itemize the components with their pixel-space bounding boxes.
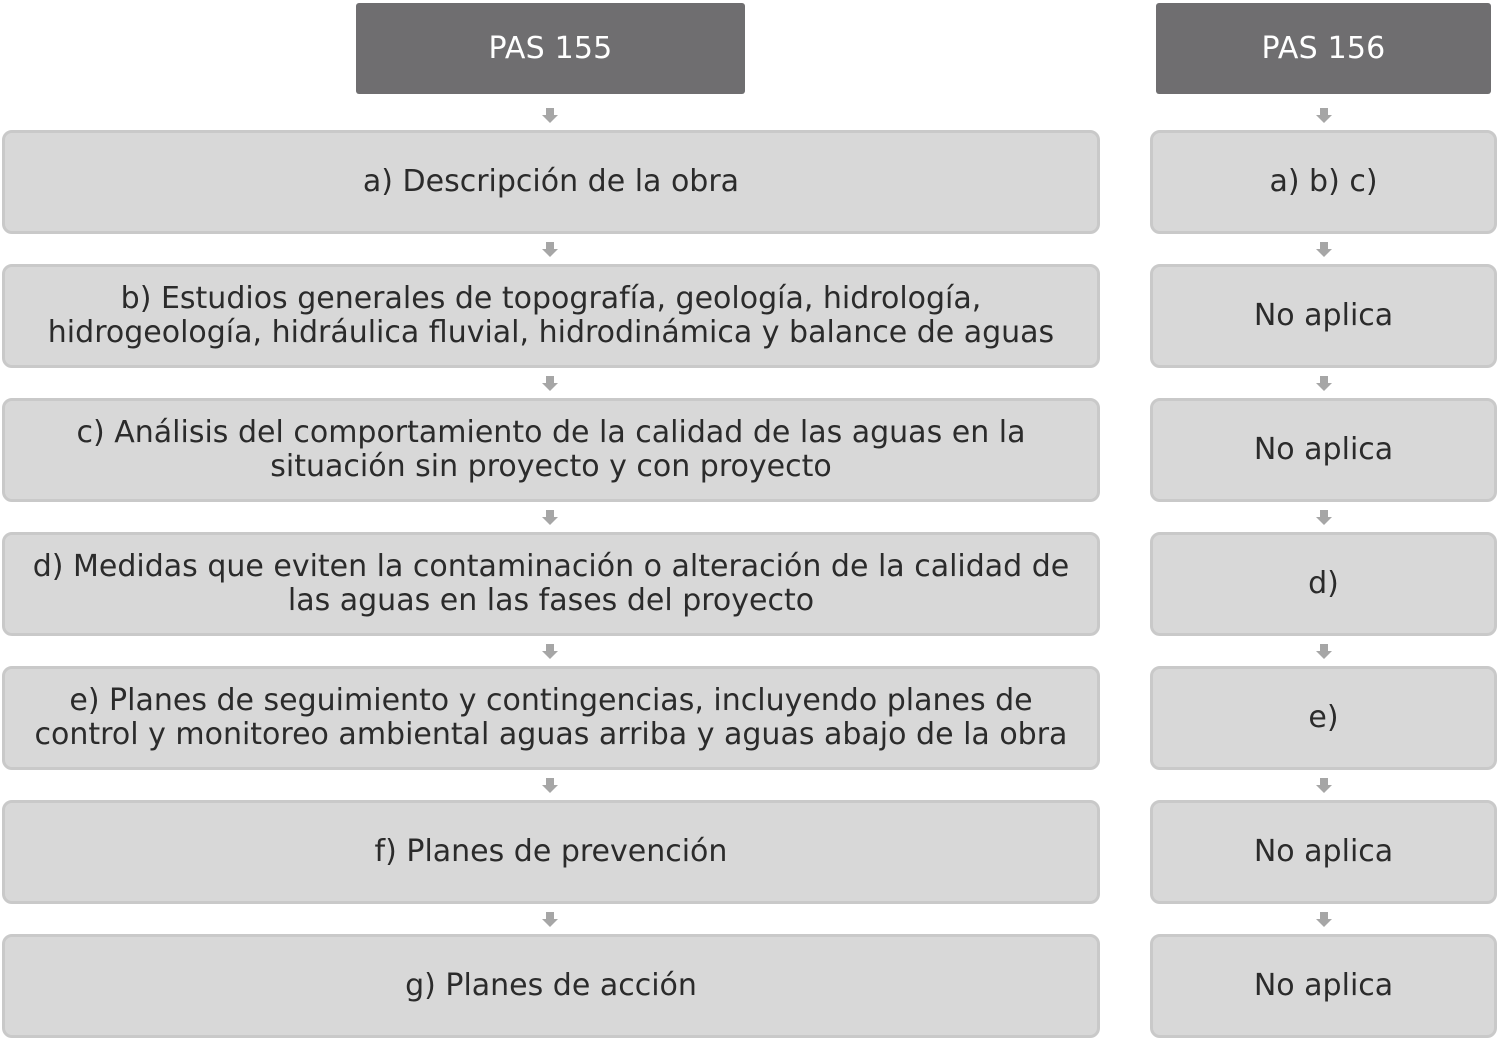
pas155-item-f: f) Planes de prevención	[2, 800, 1100, 904]
arrow-down-icon	[1316, 778, 1332, 794]
arrow-down-icon	[542, 242, 558, 258]
arrow-down-icon	[1316, 242, 1332, 258]
pas156-item-g: No aplica	[1150, 934, 1497, 1038]
header-pas-155: PAS 155	[356, 3, 745, 94]
pas156-item-f: No aplica	[1150, 800, 1497, 904]
arrow-down-icon	[542, 108, 558, 124]
pas156-item-d: d)	[1150, 532, 1497, 636]
arrow-down-icon	[542, 376, 558, 392]
pas155-item-e: e) Planes de seguimiento y contingencias, incluyendo planes de control y monitoreo ambiental aguas arriba y aguas abajo de la obra	[2, 666, 1100, 770]
arrow-down-icon	[1316, 376, 1332, 392]
pas155-item-c: c) Análisis del comportamiento de la calidad de las aguas en la situación sin proyecto y con proyecto	[2, 398, 1100, 502]
header-pas-156: PAS 156	[1156, 3, 1491, 94]
arrow-down-icon	[542, 912, 558, 928]
arrow-down-icon	[542, 644, 558, 660]
pas156-item-b: No aplica	[1150, 264, 1497, 368]
pas156-item-a: a) b) c)	[1150, 130, 1497, 234]
arrow-down-icon	[1316, 108, 1332, 124]
arrow-down-icon	[542, 778, 558, 794]
arrow-down-icon	[542, 510, 558, 526]
pas156-item-e: e)	[1150, 666, 1497, 770]
pas155-item-a: a) Descripción de la obra	[2, 130, 1100, 234]
arrow-down-icon	[1316, 912, 1332, 928]
pas156-item-c: No aplica	[1150, 398, 1497, 502]
pas155-item-g: g) Planes de acción	[2, 934, 1100, 1038]
pas155-item-d: d) Medidas que eviten la contaminación o alteración de la calidad de las aguas en las fases del proyecto	[2, 532, 1100, 636]
arrow-down-icon	[1316, 644, 1332, 660]
arrow-down-icon	[1316, 510, 1332, 526]
pas155-item-b: b) Estudios generales de topografía, geología, hidrología, hidrogeología, hidráulica fluvial, hidrodinámica y balance de aguas	[2, 264, 1100, 368]
